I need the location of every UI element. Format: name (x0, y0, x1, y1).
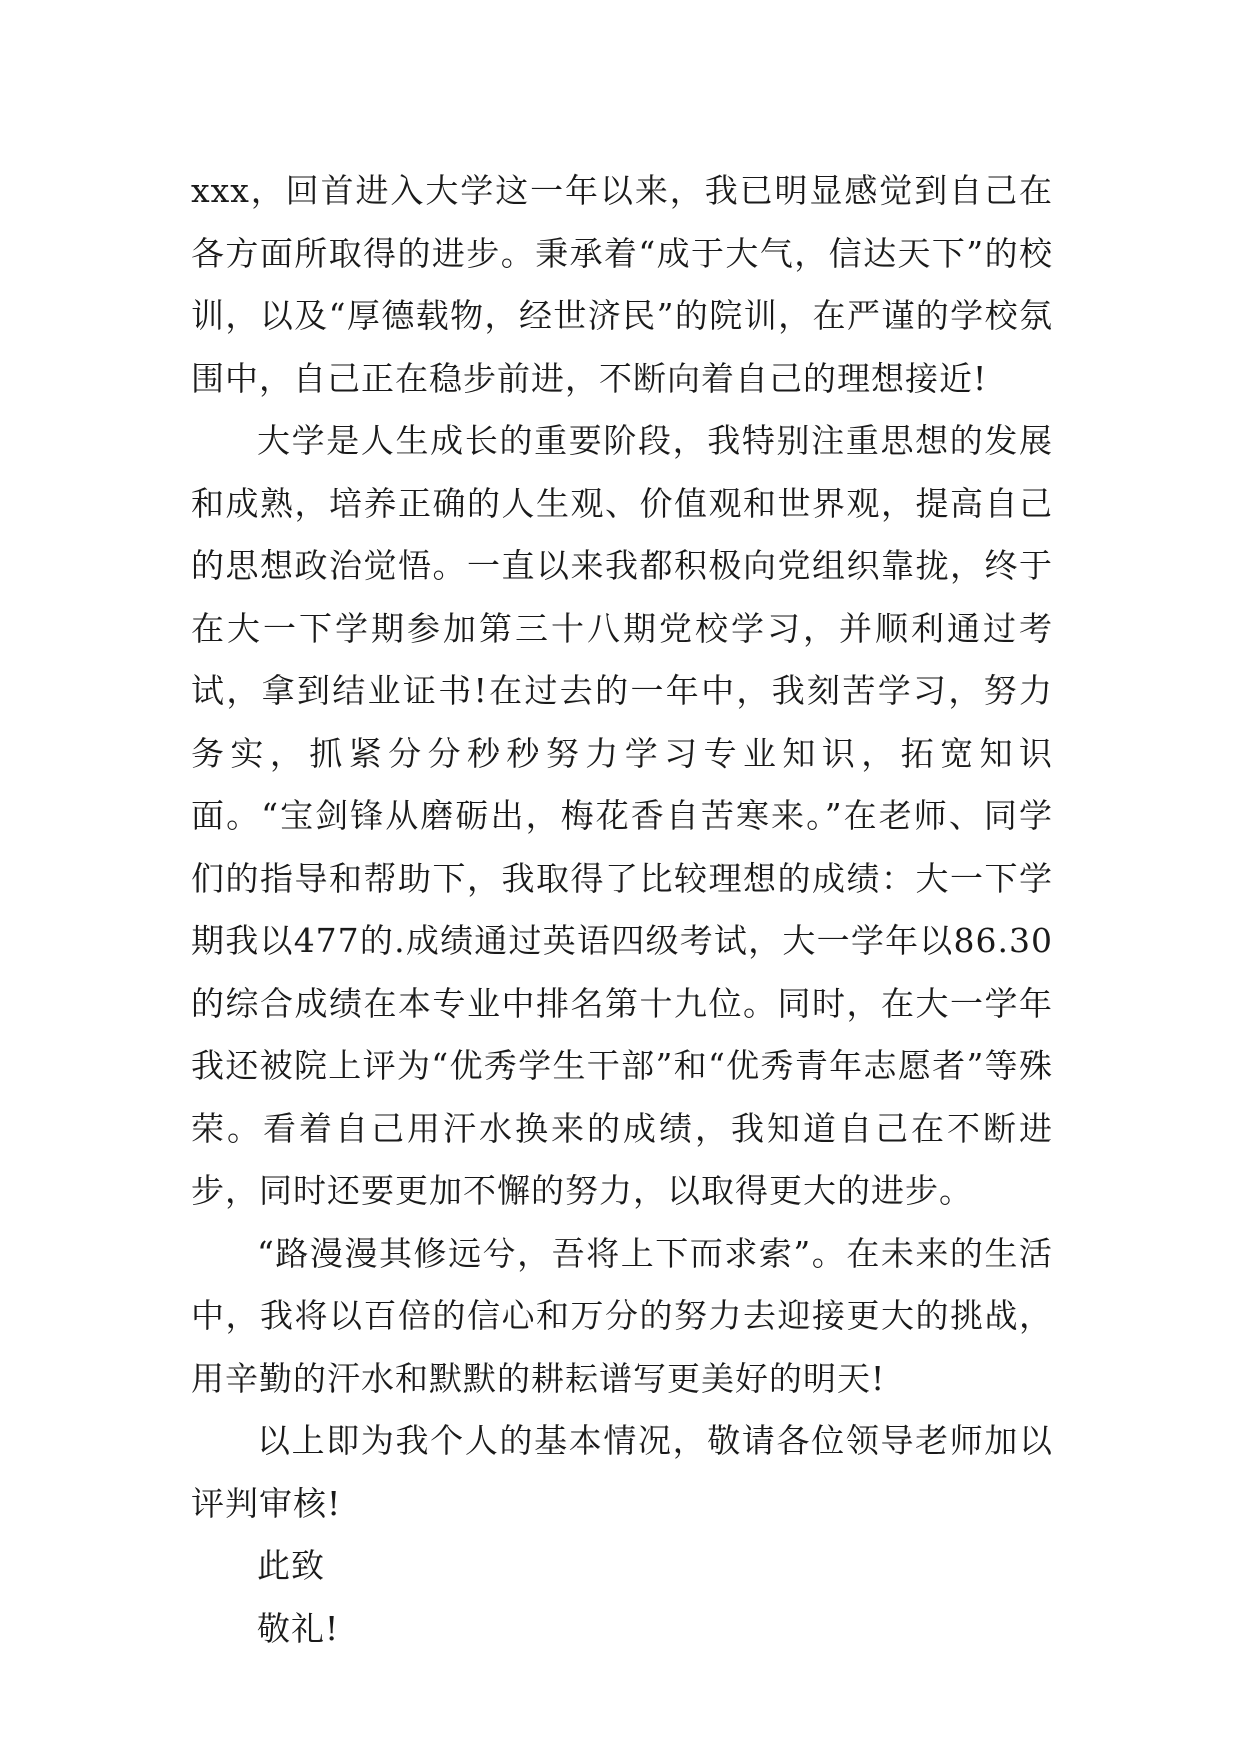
paragraph-intro: xxx，回首进入大学这一年以来，我已明显感觉到自己在各方面所取得的进步。秉承着“成于大气，信达天下”的校训，以及“厚德载物，经世济民”的院训，在严谨的学校氛围中，自己正在稳步前进，不断向着自己的理想接近! (191, 171, 1053, 398)
paragraph-future: “路漫漫其修远兮，吾将上下而求索”。在未来的生活中，我将以百倍的信心和万分的努力去迎接更大的挑战，用辛勤的汗水和默默的耕耘谱写更美好的明天! (191, 1233, 1053, 1398)
paragraph-conclusion: 以上即为我个人的基本情况，敬请各位领导老师加以评判审核! (191, 1421, 1053, 1523)
closing-regards: 敬礼! (257, 1608, 340, 1648)
document-body (191, 160, 1053, 1660)
paragraph-study: 大学是人生成长的重要阶段，我特别注重思想的发展和成熟，培养正确的人生观、价值观和世界观，提高自己的思想政治觉悟。一直以来我都积极向党组织靠拢，终于在大一下学期参加第三十八期党校学习，并顺利通过考试，拿到结业证书!在过去的一年中，我刻苦学习，努力务实，抓紧分分秒秒努力学习专业知识，拓宽知识面。“宝剑锋从磨砺出，梅花香自苦寒来。”在老师、同学们的指导和帮助下，我取得了比较理想的成绩：大一下学期我以477的.成绩通过英语四级考试，大一学年以86.30的综合成绩在本专业中排名第十九位。同时，在大一学年我还被院上评为“优秀学生干部”和“优秀青年志愿者”等殊荣。看着自己用汗水换来的成绩，我知道自己在不断进步，同时还要更加不懈的努力，以取得更大的进步。 (191, 421, 1053, 1210)
closing-salutation: 此致 (257, 1546, 325, 1585)
